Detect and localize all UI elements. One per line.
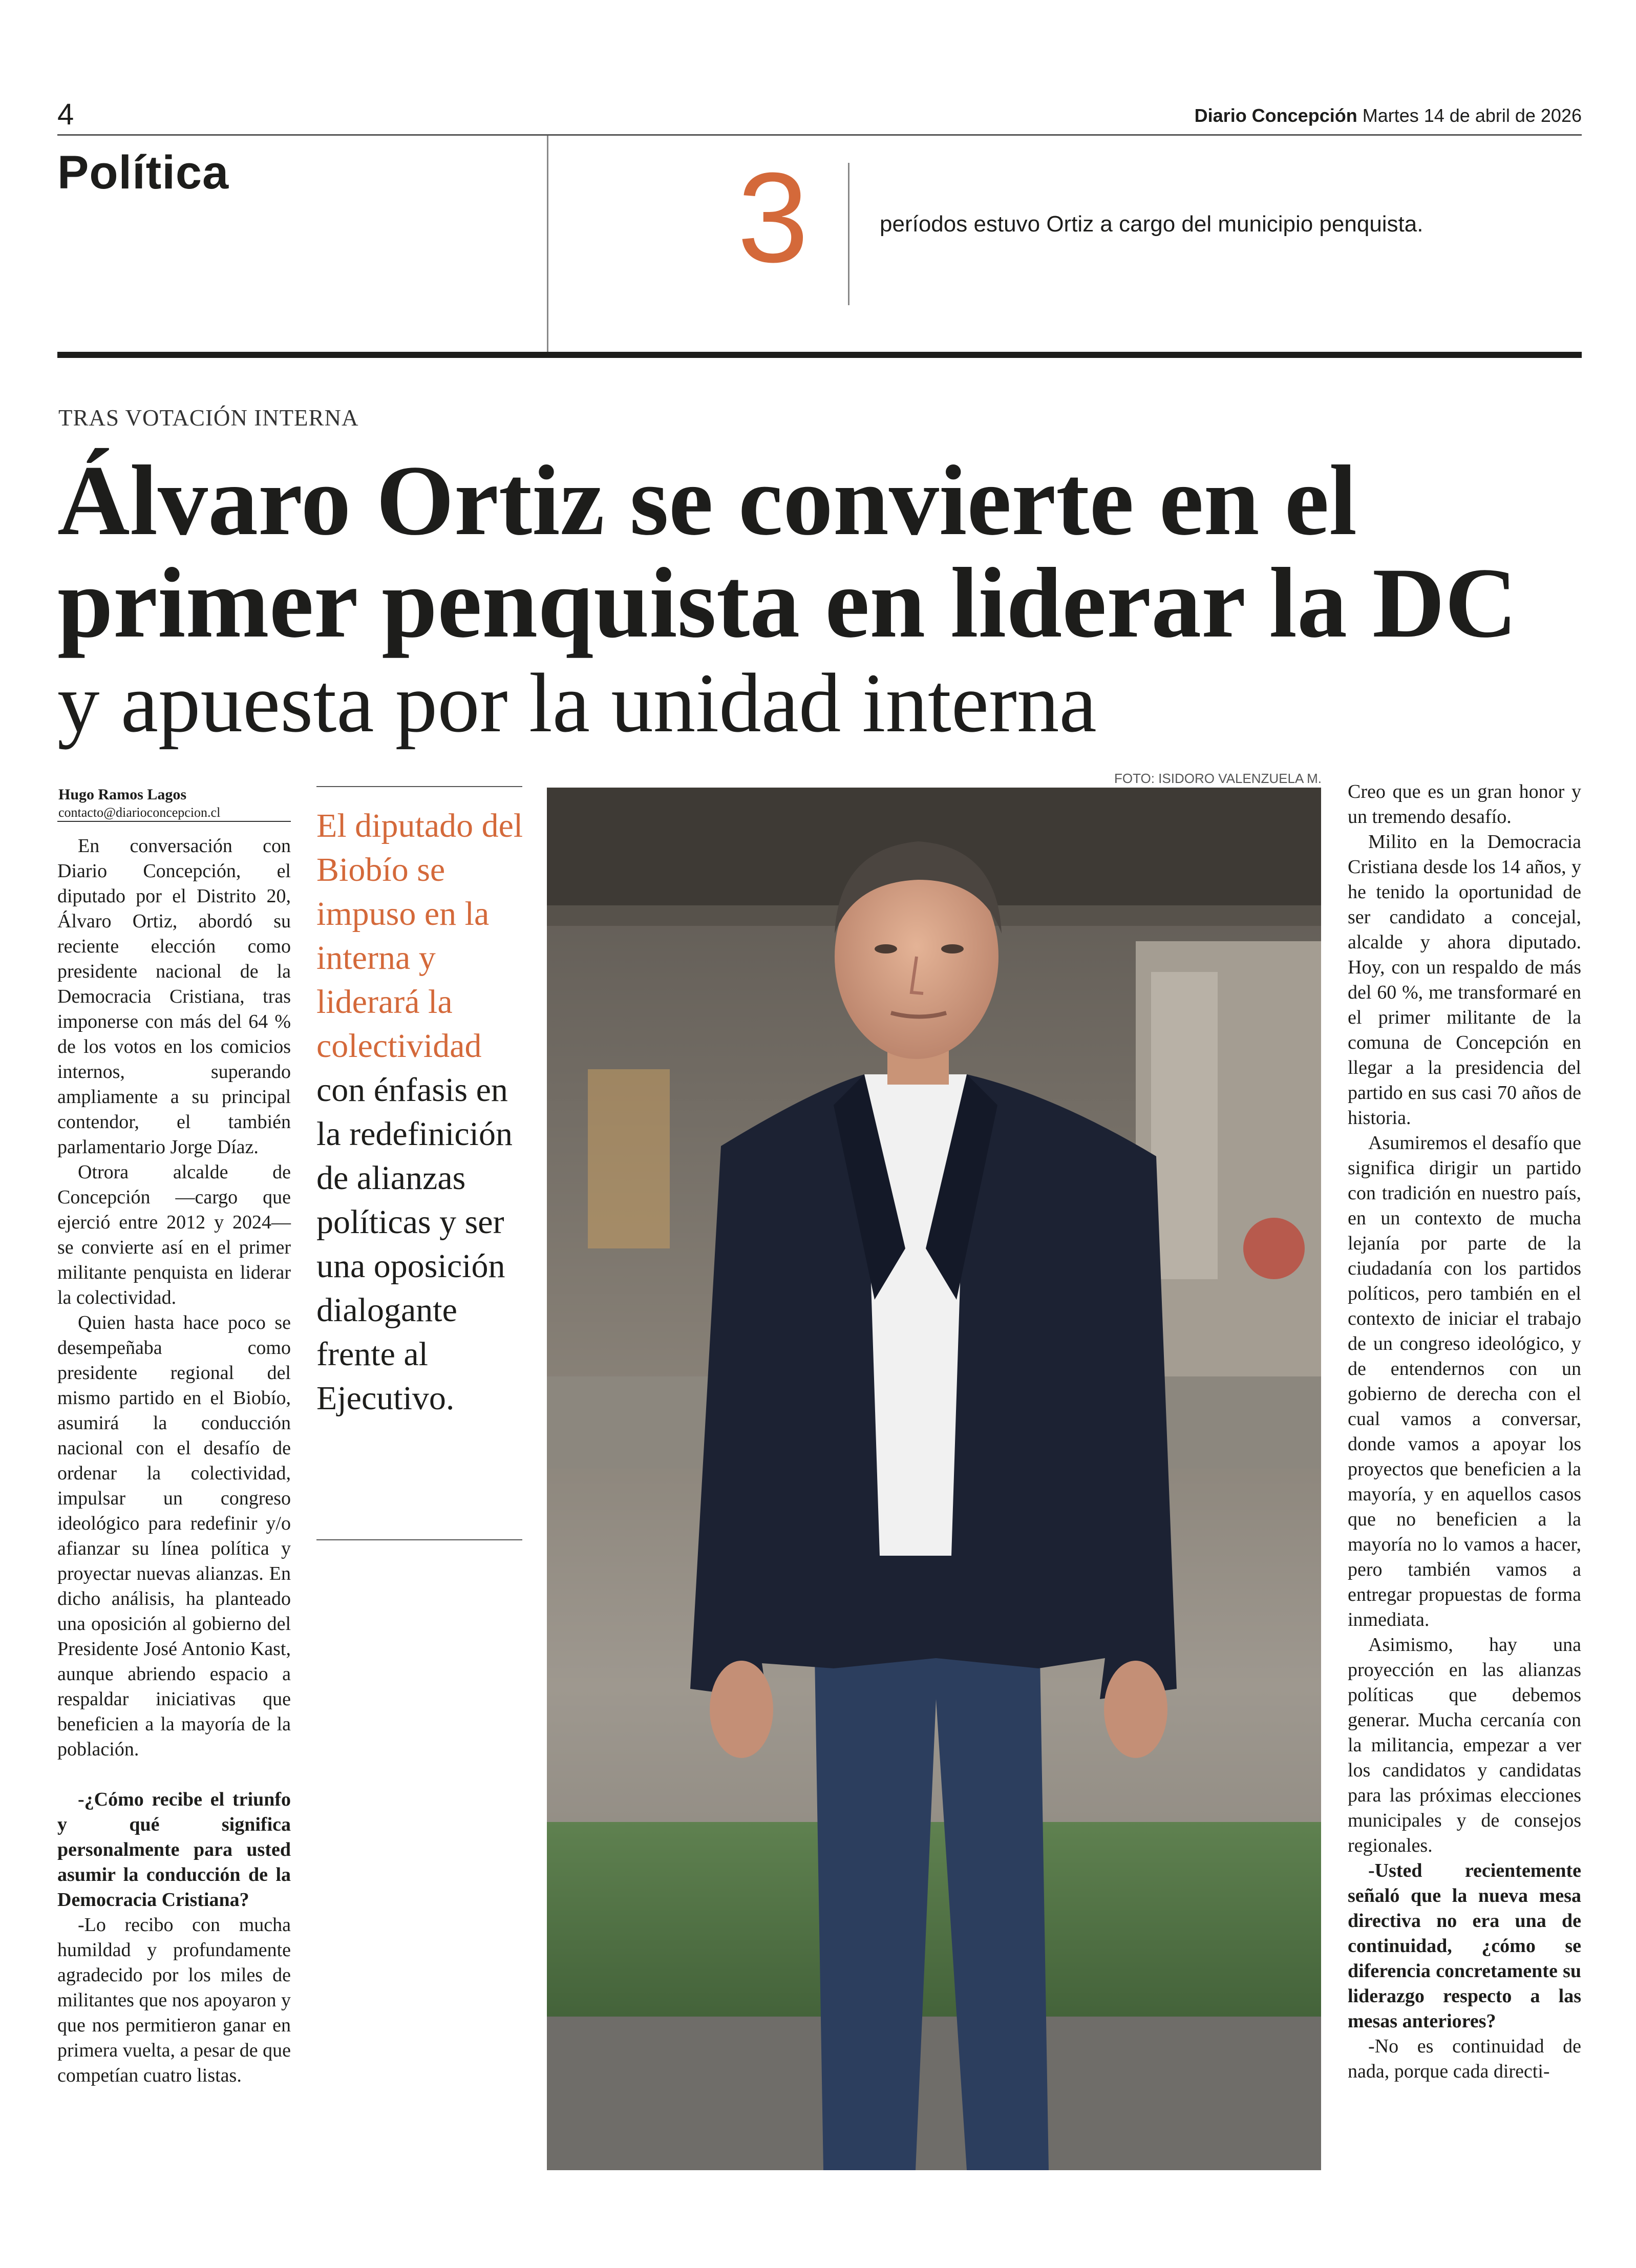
paragraph: Asimismo, hay una proyección en las alianzas políticas que debemos generar. Mucha cercanía con la militancia, empezar a ver los candidatos y candidatas para las próximas elecciones municipales y de consejos regionales.	[1348, 1634, 1581, 1856]
stat-text: períodos estuvo Ortiz a cargo del municipio penquista.	[880, 211, 1423, 237]
pullquote	[316, 804, 526, 1421]
paragraph: En conversación con Diario Concepción, el diputado por el Distrito 20, Álvaro Ortiz, abordó su reciente elección como presidente nacional de la Democracia Cristiana, tras imponerse con más del 64 % de los votos en los comicios internos, superando ampliamente a su principal contendor, el también parlamentario Jorge Díaz.	[57, 835, 291, 1158]
paragraph: Creo que es un gran honor y un tremendo desafío.	[1348, 781, 1581, 828]
byline-email: contacto@diarioconcepcion.cl	[58, 805, 221, 820]
stat-number: 3	[737, 146, 809, 289]
body-column-3	[1348, 779, 1581, 2084]
byline-name: Hugo Ramos Lagos	[58, 786, 187, 803]
header-thick-rule	[57, 352, 1582, 358]
article-photo	[547, 788, 1321, 2170]
paragraph: Asumiremos el desafío que significa dirigir un partido con tradición en nuestro país, en un contexto de mucha lejanía por parte de la ciudadanía con los partidos políticos, pero también en el contexto de iniciar el trabajo de un congreso ideológico, y de entendernos con un gobierno de derecha con el cual vamos a conversar, donde vamos a apoyar los proyectos que beneficien a la mayoría, y en aquellos casos que no beneficien a la mayoría no lo vamos a hacer, pero también vamos a entregar propuestas de forma inmediata.	[1348, 1132, 1581, 1630]
paragraph: Otrora alcalde de Concepción —cargo que ejerció entre 2012 y 2024— se convierte así en el primer militante penquista en liderar la colectividad.	[57, 1161, 291, 1308]
body-column-1	[57, 834, 291, 2088]
publication-date: Martes 14 de abril de 2026	[1362, 105, 1582, 126]
paragraph: Quien hasta hace poco se desempeñaba como presidente regional del mismo partido en el Biobío, asumirá la conducción nacional con el desafío de ordenar la colectividad, impulsar un congreso ideológico para redefinir y/o afianzar su línea política y proyectar nuevas alianzas. En dicho análisis, ha planteado una oposición al gobierno del Presidente José Antonio Kast, aunque abriendo espacio a respaldar iniciativas que beneficien a la mayoría de la población.	[57, 1312, 291, 1760]
byline-rule	[57, 821, 291, 822]
pullquote-rule-bottom	[316, 1539, 522, 1540]
paragraph: Milito en la Democracia Cristiana desde los 14 años, y he tenido la oportunidad de ser candidato a concejal, alcalde y ahora diputado. Hoy, con un respaldo de más del 60 %, me transformaré en el primer militante de la comuna de Concepción en llegar a la presidencia del partido en sus casi 70 años de historia.	[1348, 831, 1581, 1129]
stat-divider	[848, 163, 849, 305]
pullquote-rule-top	[316, 786, 522, 787]
interview-answer: -No es continuidad de nada, porque cada directi-	[1348, 2036, 1581, 2082]
article-kicker: TRAS VOTACIÓN INTERNA	[58, 405, 359, 431]
header-divider	[547, 136, 548, 352]
headline-line-1: Álvaro Ortiz se convierte en el	[57, 445, 1357, 556]
photo-credit: FOTO: ISIDORO VALENZUELA M.	[1114, 771, 1322, 786]
interview-question: -Usted recientemente señaló que la nueva mesa directiva no era una de continuidad, ¿cómo se diferencia concretamente su liderazgo respecto a las mesas anteriores?	[1348, 1860, 1581, 2032]
pullquote-highlight: El diputado del Biobío se impuso en la interna y liderará la colectividad	[316, 807, 523, 1065]
top-rule	[57, 134, 1582, 136]
publication-header	[1195, 105, 1582, 126]
publication-name: Diario Concepción	[1194, 105, 1357, 126]
interview-question: -¿Cómo recibe el triunfo y qué significa personalmente para usted asumir la conducción de la Democracia Cristiana?	[57, 1789, 291, 1911]
headline-line-2: primer penquista en liderar la DC	[57, 547, 1518, 659]
section-title: Política	[57, 146, 229, 199]
pullquote-rest: con énfasis en la redefinición de alianzas políticas y ser una oposición dialogante frente al Ejecutivo.	[316, 1071, 513, 1417]
article-subhead: y apuesta por la unidad interna	[57, 656, 1097, 750]
interview-answer: -Lo recibo con mucha humildad y profundamente agradecido por los miles de militantes que nos apoyaron y que nos permitieron ganar en primera vuelta, a pesar de que competían cuatro listas.	[57, 1914, 291, 2086]
page-number: 4	[57, 98, 74, 131]
